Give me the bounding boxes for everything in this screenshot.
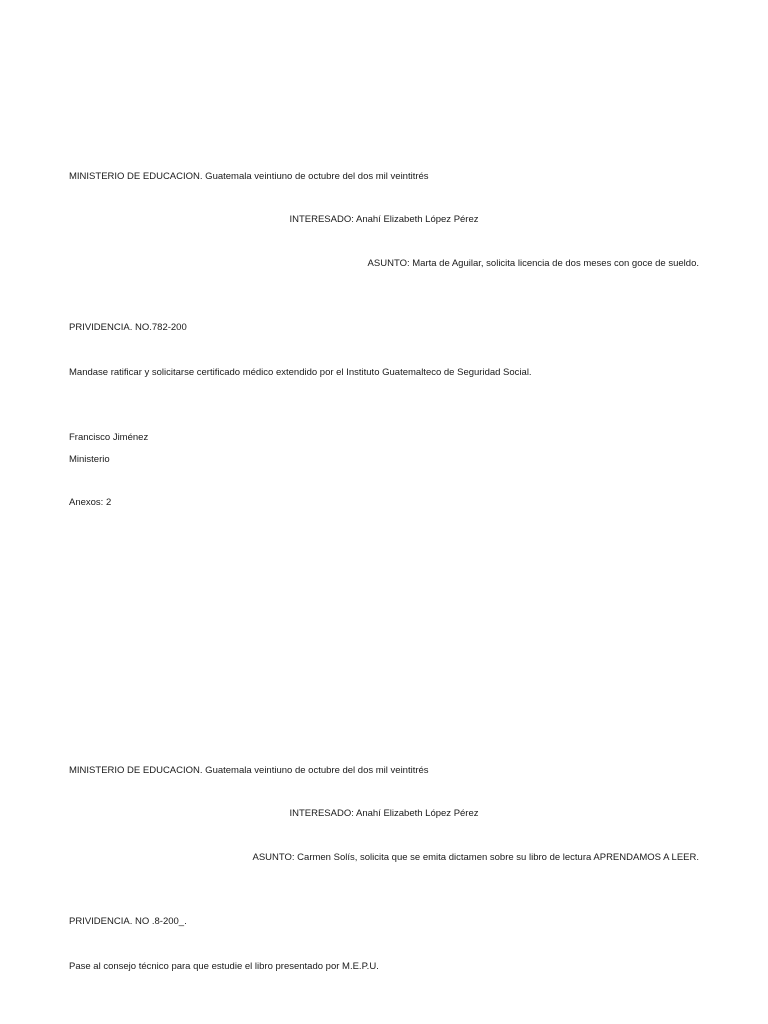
doc1-asunto: ASUNTO: Marta de Aguilar, solicita licencia de dos meses con goce de sueldo.	[367, 258, 699, 269]
doc2-asunto: ASUNTO: Carmen Solís, solicita que se emita dictamen sobre su libro de lectura APRENDAMOS A LEER.	[252, 852, 699, 863]
doc1-body: Mandase ratificar y solicitarse certificado médico extendido por el Instituto Guatemalteco de Seguridad Social.	[69, 367, 532, 378]
doc1-signer-title: Ministerio	[69, 454, 110, 465]
doc1-providencia: PRIVIDENCIA. NO.782-200	[69, 322, 187, 333]
doc2-body: Pase al consejo técnico para que estudie el libro presentado por M.E.P.U.	[69, 961, 379, 972]
doc1-signer-name: Francisco Jiménez	[69, 432, 149, 443]
doc2-header: MINISTERIO DE EDUCACION. Guatemala veintiuno de octubre del dos mil veintitrés	[69, 765, 429, 776]
doc1-header: MINISTERIO DE EDUCACION. Guatemala veintiuno de octubre del dos mil veintitrés	[69, 171, 429, 182]
doc1-interesado: INTERESADO: Anahí Elizabeth López Pérez	[289, 214, 479, 225]
doc2-interesado: INTERESADO: Anahí Elizabeth López Pérez	[289, 808, 479, 819]
doc1-anexos: Anexos: 2	[69, 497, 112, 508]
doc2-providencia: PRIVIDENCIA. NO .8-200_.	[69, 916, 187, 927]
